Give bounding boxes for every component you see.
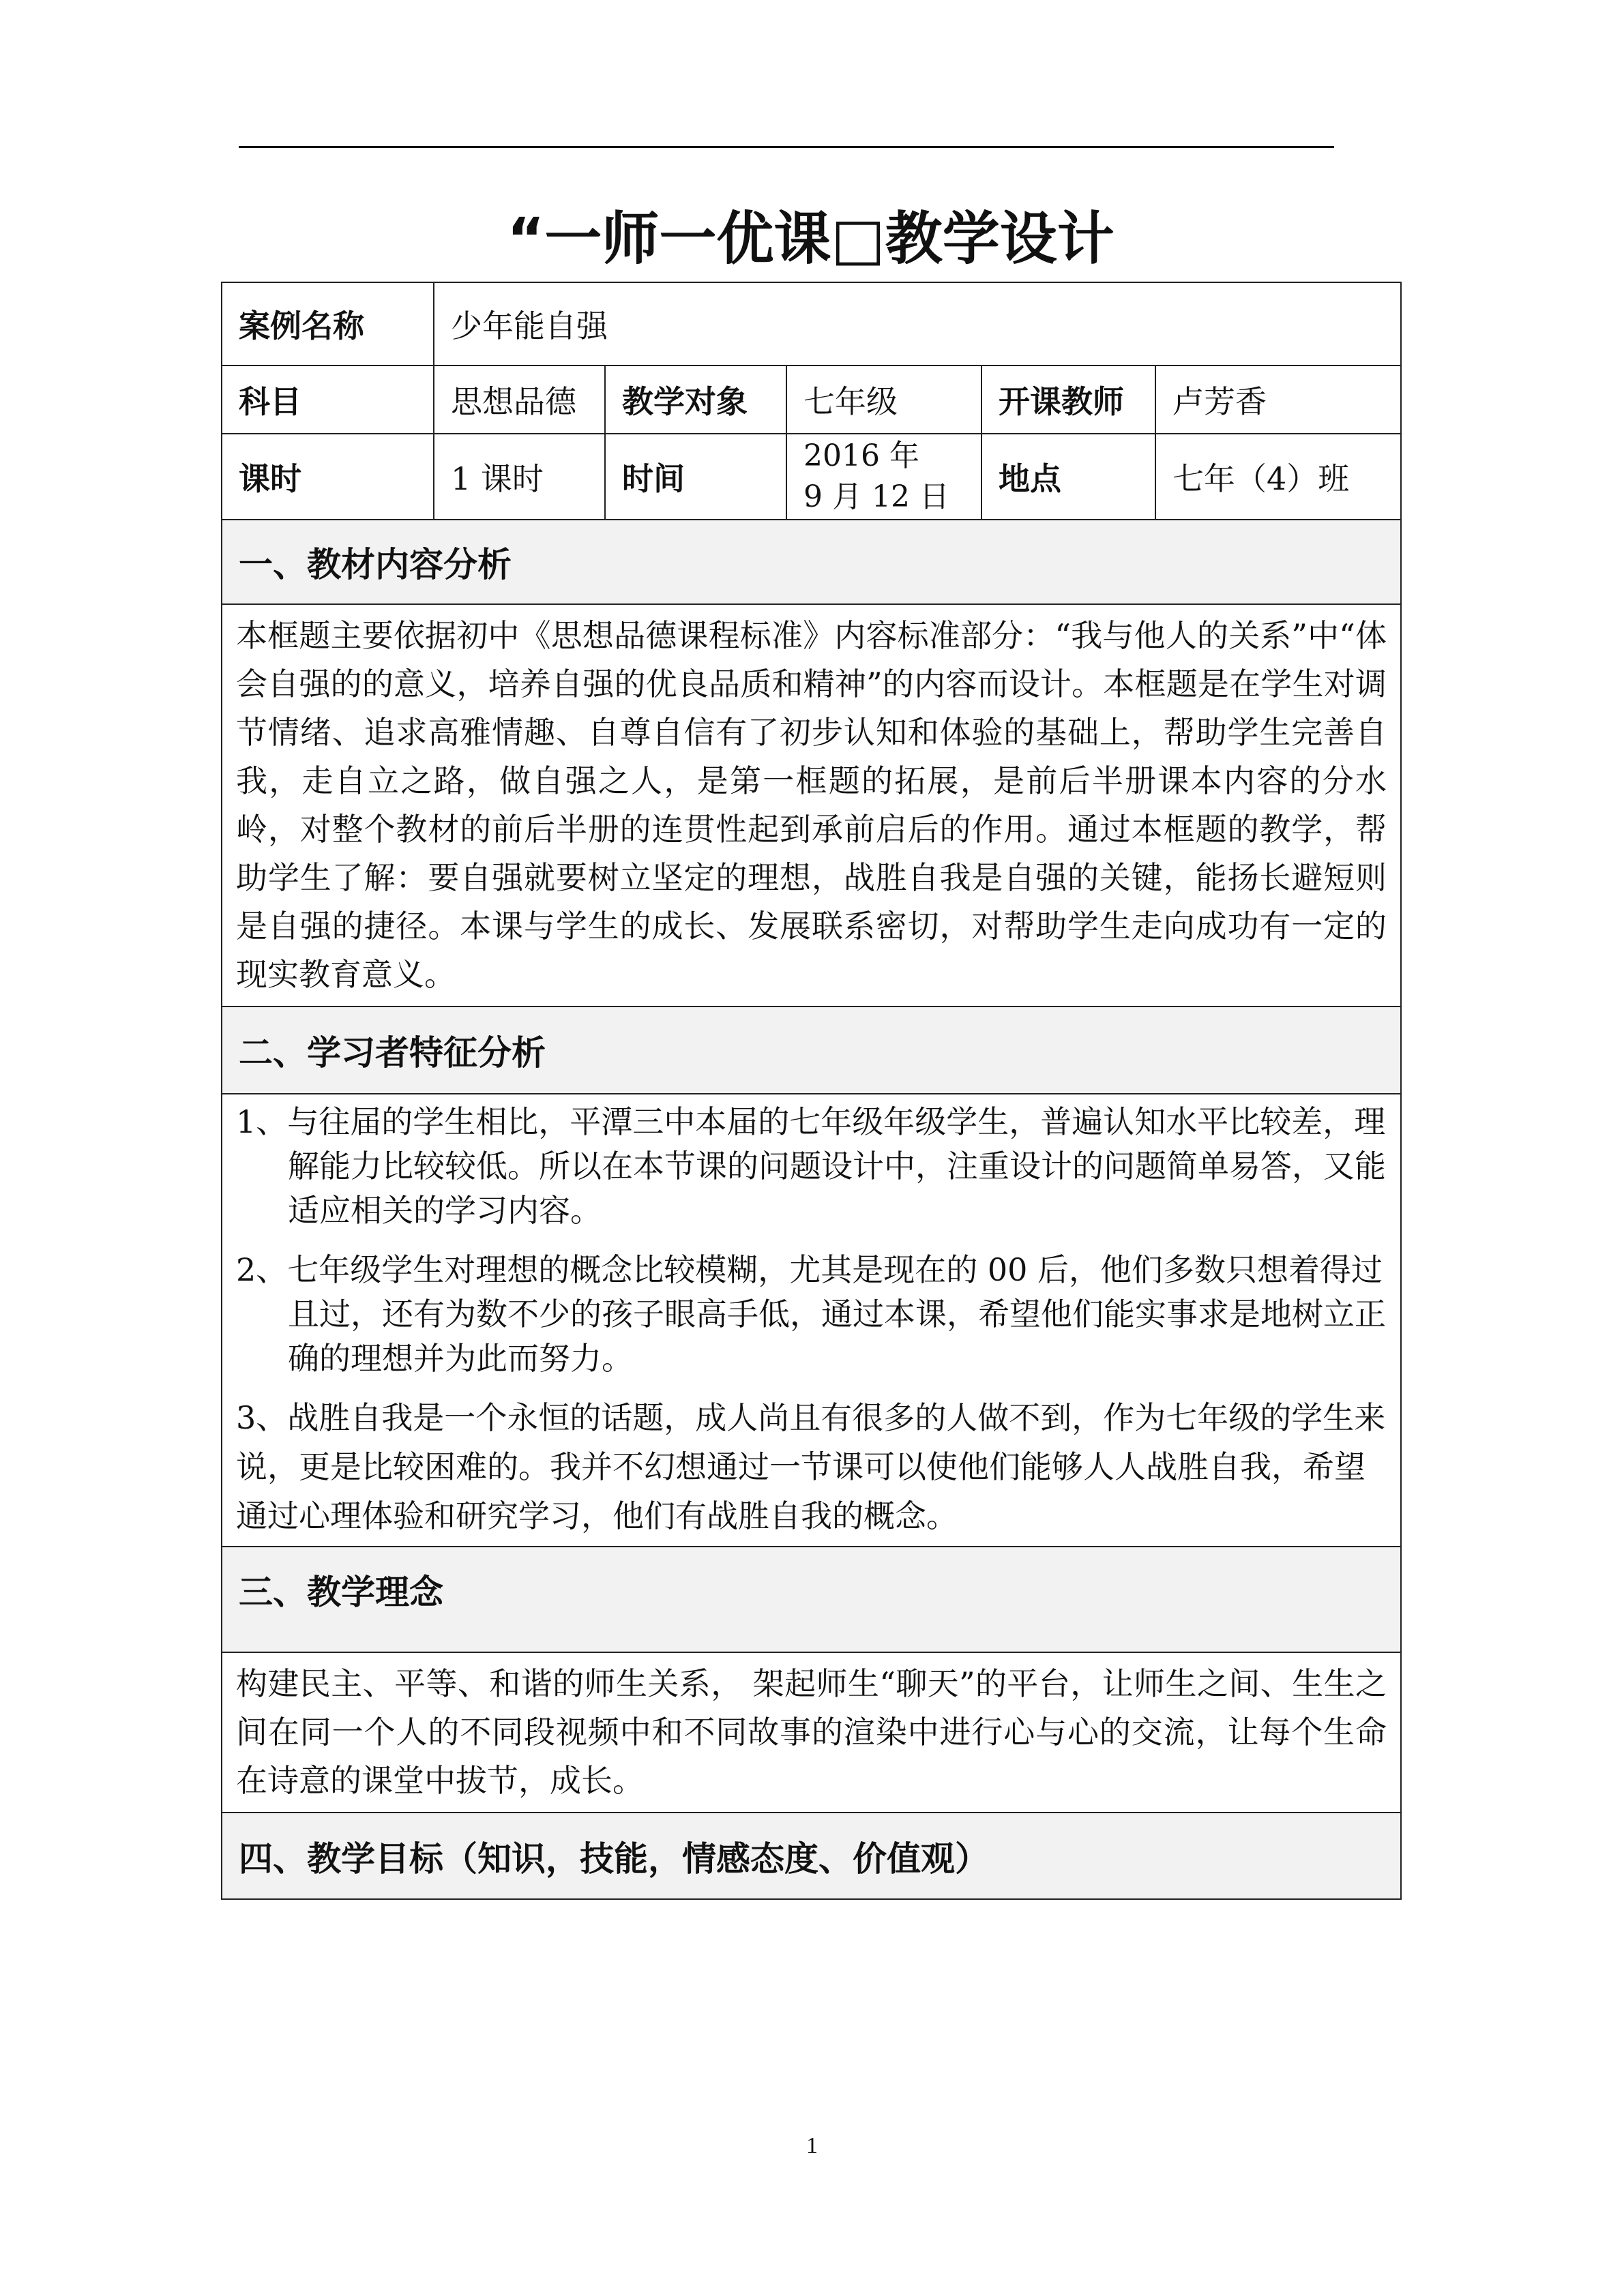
section-2-body: [222, 1094, 1401, 1547]
subject-row: [222, 366, 1401, 434]
place-label: 地点: [981, 434, 1155, 520]
section-1-title: 一、教材内容分析: [222, 520, 1401, 604]
page-number: 1: [806, 2133, 818, 2158]
period-row: [222, 434, 1401, 520]
section-1-body: 本框题主要依据初中《思想品德课程标准》内容标准部分：“我与他人的关系”中“体会自强的的意义，培养自强的优良品质和精神”的内容而设计。本框题是在学生对调节情绪、追求高雅情趣、自尊自信有了初步认知和体验的基础上，帮助学生完善自我，走自立之路，做自强之人，是第一框题的拓展，是前后半册课本内容的分水岭，对整个教材的前后半册的连贯性起到承前启后的作用。通过本框题的教学，帮助学生了解：要自强就要树立坚定的理想，战胜自我是自强的关键，能扬长避短则是自强的捷径。本课与学生的成长、发展联系密切，对帮助学生走向成功有一定的现实教育意义。: [222, 604, 1401, 1007]
teacher-label: 开课教师: [981, 366, 1155, 434]
audience-label: 教学对象: [605, 366, 786, 434]
section-4-title: 四、教学目标（知识，技能，情感态度、价值观）: [222, 1813, 1401, 1899]
lesson-design-table: [221, 282, 1402, 1900]
section-2-row: [222, 1094, 1401, 1547]
page-title: “一师一优课□教学设计: [507, 205, 1114, 272]
section-3-body: 构建民主、平等、和谐的师生关系， 架起师生“聊天”的平台，让师生之间、生生之间在同一个人的不同段视频中和不同故事的渲染中进行心与心的交流，让每个生命在诗意的课堂中拔节，成长。: [222, 1652, 1401, 1813]
case-name-value: 少年能自强: [434, 282, 1401, 366]
header-rule: [239, 146, 1334, 148]
section-3-title: 三、教学理念: [222, 1547, 1401, 1652]
learner-point-3: 3、战胜自我是一个永恒的话题，成人尚且有很多的人做不到，作为七年级的学生来说，更是比较困难的。我并不幻想通过一节课可以使他们能够人人战胜自我，希望通过心理体验和研究学习，他们有战胜自我的概念。: [236, 1399, 1386, 1534]
period-label: 课时: [222, 434, 434, 520]
section-2-header: [222, 1007, 1401, 1094]
learner-point-2: 2、七年级学生对理想的概念比较模糊，尤其是现在的 00 后，他们多数只想着得过且过，还有为数不少的孩子眼高手低，通过本课，希望他们能实事求是地树立正确的理想并为此而努力。: [236, 1251, 1386, 1377]
learner-point-1: 1、与往届的学生相比，平潭三中本届的七年级年级学生，普遍认知水平比较差，理解能力比较较低。所以在本节课的问题设计中，注重设计的问题简单易答，又能适应相关的学习内容。: [236, 1103, 1386, 1229]
section-2-title: 二、学习者特征分析: [222, 1007, 1401, 1094]
audience-value: 七年级: [786, 366, 981, 434]
case-name-row: [222, 282, 1401, 366]
date-line-2: 9 月 12 日: [803, 479, 949, 514]
section-4-header: [222, 1813, 1401, 1899]
time-label: 时间: [605, 434, 786, 520]
subject-label: 科目: [222, 366, 434, 434]
teacher-value: 卢芳香: [1155, 366, 1401, 434]
section-3-header: [222, 1547, 1401, 1652]
case-name-label: 案例名称: [222, 282, 434, 366]
place-value: 七年（4）班: [1155, 434, 1401, 520]
period-value: 1 课时: [434, 434, 605, 520]
date-line-1: 2016 年: [803, 438, 919, 473]
section-1-row: [222, 604, 1401, 1007]
subject-value: 思想品德: [434, 366, 605, 434]
section-3-row: [222, 1652, 1401, 1813]
section-1-header: [222, 520, 1401, 604]
date-value: [786, 434, 981, 520]
